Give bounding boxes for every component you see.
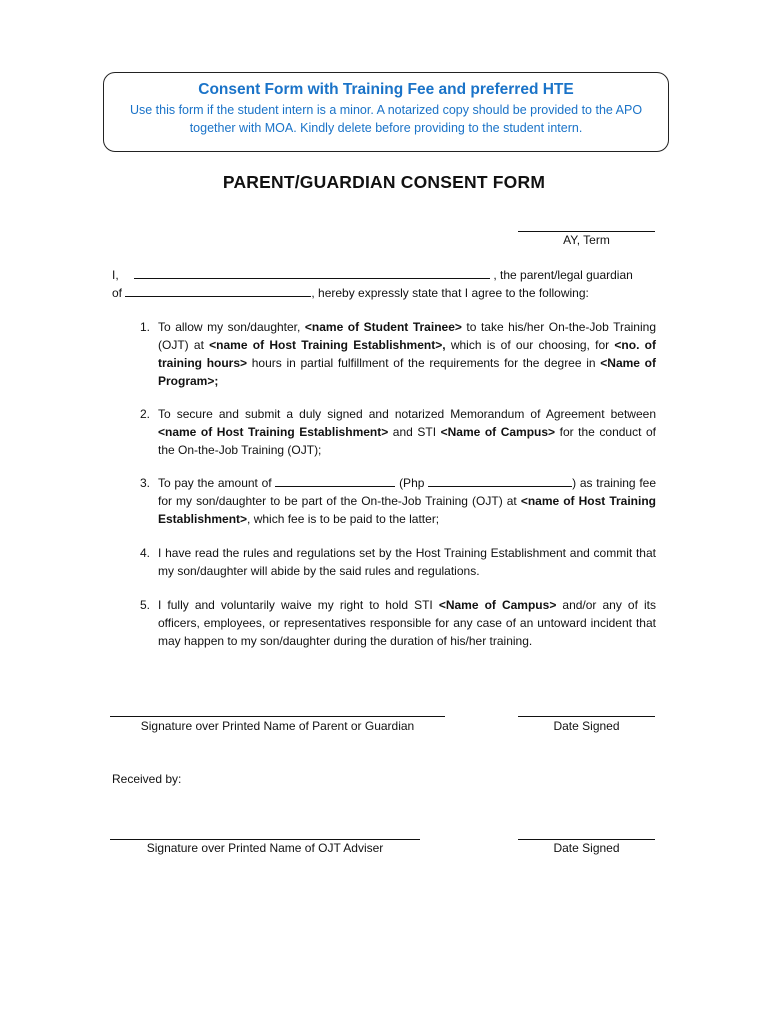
amount-blank[interactable]	[275, 474, 395, 487]
term-blank-line[interactable]	[518, 231, 655, 232]
parent-date-line[interactable]	[518, 716, 655, 717]
list-item	[136, 544, 656, 580]
item-number: 4.	[139, 546, 150, 560]
item-text: To pay the amount of (Php ) as training fee for my son/daughter to be part of the On-the-Job Training (OJT) at <name of Host Training Establishment>, which fee is to be paid to the latter;	[158, 476, 657, 526]
item-number: 1.	[139, 320, 150, 334]
intro-line-1	[112, 266, 633, 284]
item-text: I have read the rules and regulations set by the Host Training Establishment and commit that my son/daughter will abide by the said rules and regulations.	[158, 546, 656, 578]
item-number: 3.	[139, 476, 150, 490]
adviser-date-line[interactable]	[518, 839, 655, 840]
adviser-signature-label: Signature over Printed Name of OJT Adviser	[146, 841, 384, 855]
parent-date-label: Date Signed	[553, 719, 620, 733]
item-number: 2.	[139, 407, 150, 421]
instruction-title: Consent Form with Training Fee and preferred HTE	[198, 81, 574, 98]
item-text: I fully and voluntarily waive my right to hold STI <Name of Campus> and/or any of its officers, employees, or representatives responsible for any case of an untoward incident that may happen to my son/daughter during the duration of his/her training.	[158, 598, 656, 648]
received-by-label: Received by:	[112, 772, 182, 786]
list-item	[136, 318, 656, 390]
intro-line-2	[112, 284, 589, 302]
list-item	[136, 596, 656, 650]
guardian-name-blank[interactable]	[134, 266, 490, 279]
list-item	[136, 405, 656, 459]
parent-signature-label: Signature over Printed Name of Parent or Guardian	[140, 719, 415, 733]
adviser-signature-line[interactable]	[110, 839, 420, 840]
instruction-box	[103, 72, 669, 152]
intro-of-label: of	[112, 286, 123, 300]
page-title: PARENT/GUARDIAN CONSENT FORM	[222, 172, 546, 192]
term-label: AY, Term	[563, 233, 610, 247]
instruction-text: Use this form if the student intern is a minor. A notarized copy should be provided to the APO together with MOA. Kindly delete before providing to the student intern.	[129, 103, 643, 135]
item-text: To allow my son/daughter, <name of Student Trainee> to take his/her On-the-Job Training (OJT) at <name of Host Training Establishment>, which is of our choosing, for <no. of training hours> hours in partial fulfillment of the requirements for the degree in <Name of Program>;	[158, 320, 656, 388]
intro-i-label: I,	[112, 268, 119, 282]
item-number: 5.	[139, 598, 150, 612]
item-text: To secure and submit a duly signed and notarized Memorandum of Agreement between <name of Host Training Establishment> and STI <Name of Campus> for the conduct of the On-the-Job Training (OJT);	[158, 407, 656, 457]
parent-signature-line[interactable]	[110, 716, 445, 717]
list-item	[136, 474, 656, 528]
intro-of-suffix: , hereby expressly state that I agree to the following:	[311, 286, 589, 300]
php-amount-blank[interactable]	[428, 474, 572, 487]
intro-guardian-suffix: , the parent/legal guardian	[493, 268, 633, 282]
adviser-date-label: Date Signed	[553, 841, 620, 855]
student-name-blank[interactable]	[125, 284, 311, 297]
